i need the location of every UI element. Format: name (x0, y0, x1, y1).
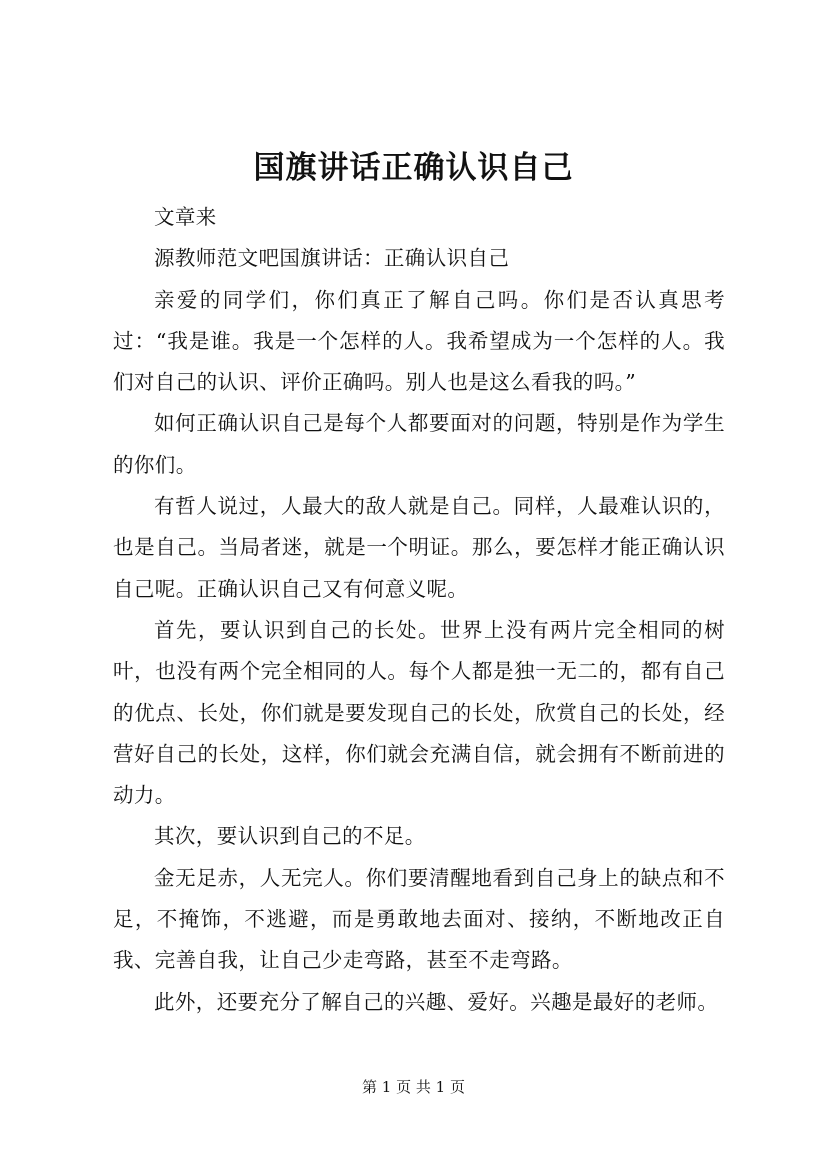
paragraph-source-line-1: 文章来 (154, 205, 217, 229)
paragraph-interests: 此外，还要充分了解自己的兴趣、爱好。兴趣是最好的老师。 (154, 989, 719, 1014)
paragraph-strengths: 首先，要认识到自己的长处。世界上没有两片完全相同的树叶，也没有两个完全相同的人。每个人都是独一无二的，都有自己的优点、长处，你们就是要发现自己的长处，欣赏自己的长处，经营好自己的长处，这样，你们就会充满自信，就会拥有不断前进的动力。 (113, 617, 725, 808)
paragraph-weaknesses-heading: 其次，要认识到自己的不足。 (154, 824, 426, 849)
paragraph-weaknesses: 金无足赤，人无完人。你们要清醒地看到自己身上的缺点和不足，不掩饰，不逃避，而是勇敢地去面对、接纳，不断地改正自我、完善自我，让自己少走弯路，甚至不走弯路。 (113, 865, 725, 973)
document-title: 国旗讲话正确认识自己 (253, 150, 574, 186)
page-number-footer: 第 1 页 共 1 页 (362, 1078, 465, 1096)
paragraph-philosopher: 有哲人说过，人最大的敌人就是自己。同样，人最难认识的，也是自己。当局者迷，就是一个明证。那么，要怎样才能正确认识自己呢。正确认识自己又有何意义呢。 (113, 494, 725, 601)
paragraph-question: 如何正确认识自己是每个人都要面对的问题，特别是作为学生的你们。 (113, 411, 725, 477)
paragraph-source-line-2: 源教师范文吧国旗讲话：正确认识自己 (154, 246, 510, 271)
document-body (113, 197, 725, 1023)
paragraph-greeting: 亲爱的同学们，你们真正了解自己吗。你们是否认真思考过：“我是谁。我是一个怎样的人。我希望成为一个怎样的人。我们对自己的认识、评价正确吗。别人也是这么看我的吗。” (113, 287, 725, 395)
